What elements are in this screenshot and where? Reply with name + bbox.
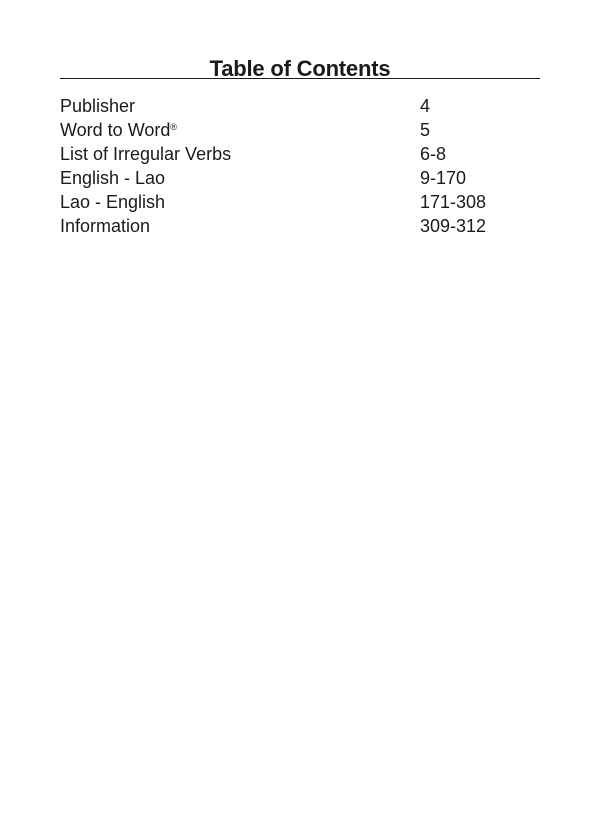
toc-entry-pages: 309-312	[420, 216, 487, 236]
toc-entry-pages: 171-308	[420, 192, 487, 212]
toc-entry-title: List of Irregular Verbs	[60, 144, 232, 164]
toc-entry-title-text: Word to Word	[60, 120, 171, 140]
toc-entry-title: Publisher	[60, 96, 136, 116]
title-divider	[60, 78, 540, 79]
toc-entry-information	[60, 214, 540, 238]
toc-entry-title: Lao - English	[60, 192, 166, 212]
page-title: Table of Contents	[209, 55, 391, 81]
toc-entry-pages: 9-170	[420, 168, 467, 188]
registered-mark: ®	[170, 122, 178, 132]
toc-entry-pages: 5	[420, 120, 431, 140]
toc-entry-title: Information	[60, 216, 151, 236]
toc-list	[60, 94, 540, 238]
toc-entry-english-lao	[60, 166, 540, 190]
toc-entry-word-to-word	[60, 118, 540, 142]
toc-entry-pages: 6-8	[420, 144, 447, 164]
toc-entry-title	[60, 118, 177, 142]
toc-entry-pages: 4	[420, 96, 431, 116]
toc-entry-irregular-verbs	[60, 142, 540, 166]
toc-entry-publisher	[60, 94, 540, 118]
toc-entry-title: English - Lao	[60, 168, 166, 188]
toc-entry-lao-english	[60, 190, 540, 214]
